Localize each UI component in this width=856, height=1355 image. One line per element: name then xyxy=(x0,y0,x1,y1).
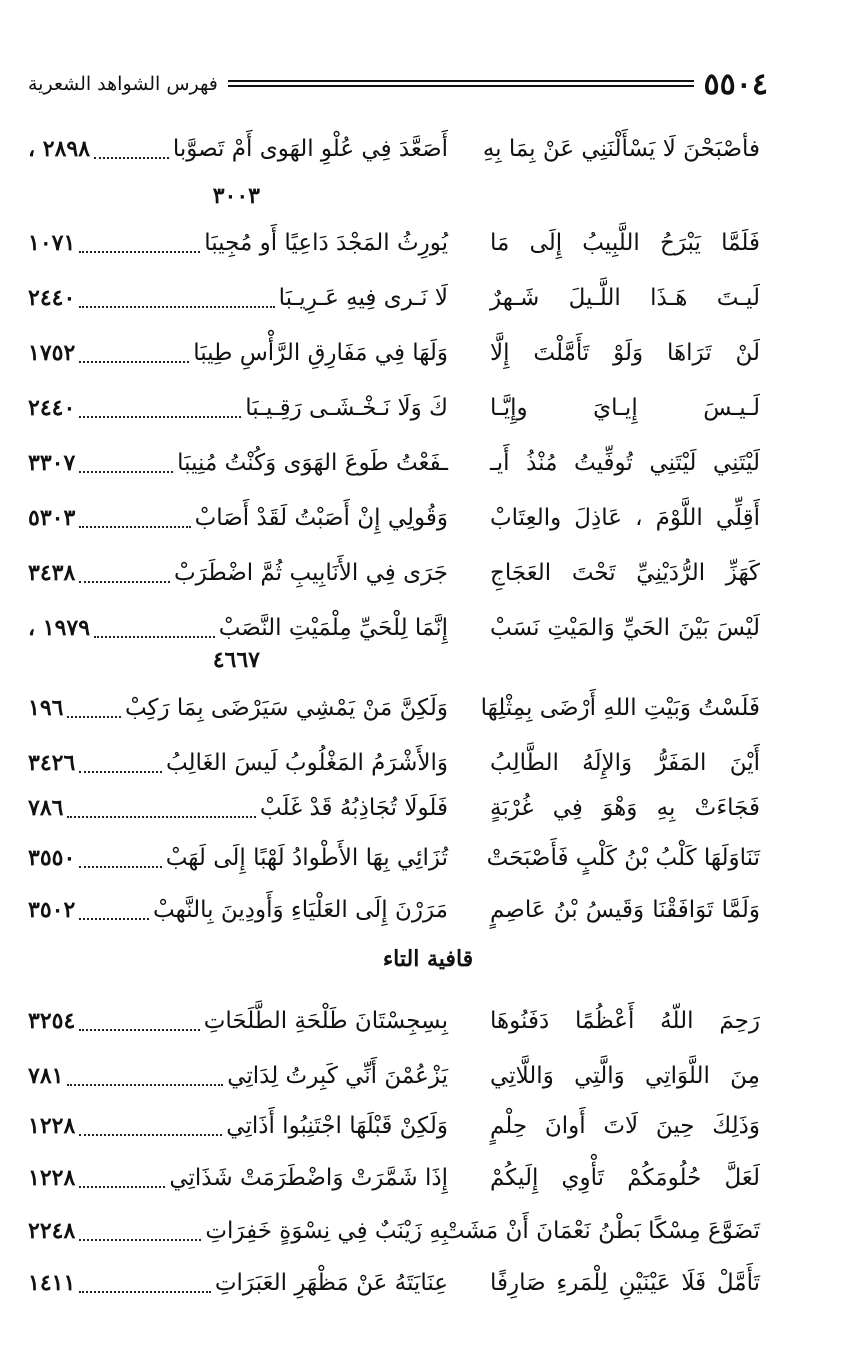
dot-leader xyxy=(79,1186,165,1188)
dot-leader xyxy=(79,581,170,583)
verse-first-half: مِنَ اللَّوَاتِي وَالَّتِي وَاللَّاتِي xyxy=(490,1063,760,1089)
verse-row xyxy=(0,1150,856,1206)
verse-second-half-text: وَقُولِي إِنْ أَصَبْتُ لَقَدْ أَصَابْ xyxy=(194,505,448,531)
verse-second-half xyxy=(28,435,448,491)
verse-row xyxy=(0,1203,856,1259)
verse-row xyxy=(0,1048,856,1104)
verse-second-half-text: وَلَكِنْ قَبْلَهَا اجْتَنِبُوا أَذَاتِي xyxy=(226,1113,448,1139)
verse-second-half xyxy=(28,780,448,836)
verse-second-half xyxy=(28,325,448,381)
verse-reference: ١٩٧٩ ، xyxy=(28,615,91,641)
verse-row xyxy=(0,215,856,271)
verse-second-half xyxy=(28,490,448,546)
verse-second-half-text: أَصَعَّدَ فِي عُلْوِ الهَوى أَمْ تَصوَّبا xyxy=(172,136,448,162)
verse-second-half-text: كَ وَلَا نَـخْـشَـى رَقِـيـبَا xyxy=(245,395,448,421)
verse-first-half: لَنْ تَرَاهَا وَلَوْ تَأَمَّلْتَ إِلَّا xyxy=(490,340,760,366)
header-double-rule xyxy=(228,80,694,88)
verse-first-half: تَضَوَّعَ مِسْكًا بَطْنُ نَعْمَانَ أَنْ مَشَتْ xyxy=(442,1218,760,1244)
verse-second-half-text: تُزَائِي بِهَا الأَطْوادُ لَهْبًا إِلَى لَهَبْ xyxy=(165,845,448,871)
verse-reference: ٣٤٢٦ xyxy=(28,750,76,776)
verse-second-half xyxy=(28,993,448,1049)
verse-first-half: تَأَمَّلْ فَلَا عَيْنَيْنِ لِلْمَرءِ صَارِفًا xyxy=(490,1270,760,1296)
verse-row xyxy=(0,490,856,546)
verse-second-half-text: يَزْعُمْنَ أَنِّي كَبِرتُ لِدَاتِي xyxy=(227,1063,448,1089)
verse-row xyxy=(0,1255,856,1311)
verse-reference: ٣٣٠٧ xyxy=(28,450,76,476)
verse-first-half: وَلَمَّا تَوَافَقْنَا وَقَيسُ بْنُ عَاصِمٍ xyxy=(490,897,760,923)
verse-second-half-text: بِسِجِسْتَانَ طَلْحَةِ الطَّلَحَاتِ xyxy=(203,1008,448,1034)
verse-first-half: كَهَزِّ الرُّدَيْنِيِّ تَحْتَ العَجَاجِ xyxy=(490,560,760,586)
verse-second-half xyxy=(28,882,448,938)
dot-leader xyxy=(79,416,241,418)
verse-reference: ٢٨٩٨ ، xyxy=(28,136,91,162)
verse-second-half-text: بِهِ زَيْنَبٌ فِي نِسْوَةٍ خَفِرَاتِ xyxy=(205,1218,448,1244)
dot-leader xyxy=(79,918,149,920)
dot-leader xyxy=(79,1134,222,1136)
verse-second-half-text: يُورِثُ المَجْدَ دَاعِيًا أَو مُجِيبَا xyxy=(204,230,448,256)
verse-first-half: وَذَلِكَ حِينَ لَاتَ أَوانَ حِلْمٍ xyxy=(490,1113,760,1139)
verse-row xyxy=(0,993,856,1049)
dot-leader xyxy=(67,816,255,818)
dot-leader xyxy=(79,1029,200,1031)
verse-reference: ١٢٢٨ xyxy=(28,1165,76,1191)
page-header xyxy=(28,62,768,106)
verse-reference: ١٠٧١ xyxy=(28,230,76,256)
page-number: ٥٥٠٤ xyxy=(703,66,768,102)
verse-reference: ١٢٢٨ xyxy=(28,1113,76,1139)
verse-reference: ٣٥٠٢ xyxy=(28,897,76,923)
verse-reference: ٢٤٤٠ xyxy=(28,395,76,421)
verse-first-half: رَحِمَ اللّهُ أَعْظُمًا دَفَنُوهَا xyxy=(490,1008,760,1034)
verse-row xyxy=(0,380,856,436)
verse-reference-continued: ٣٠٠٣ xyxy=(212,183,260,209)
verse-second-half-text: لَا نَـرى فِيهِ عَـرِيـبَا xyxy=(278,285,448,311)
dot-leader xyxy=(79,771,162,773)
verse-first-half: لَيْسَ بَيْنَ الحَيِّ وَالمَيْتِ نَسَبْ xyxy=(490,615,760,641)
verse-second-half xyxy=(28,545,448,601)
verse-first-half: لَيْتَنِي لَيْتَنِي تُوفِّيتُ مُنْذُ أَيـ xyxy=(490,450,760,476)
dot-leader xyxy=(79,251,200,253)
dot-leader xyxy=(79,866,161,868)
verse-second-half-text: إِنَّمَا لِلْحَيِّ مِلْمَيْتِ النَّصَبْ xyxy=(218,615,448,641)
verse-row xyxy=(0,780,856,836)
verse-second-half xyxy=(28,1098,448,1154)
dot-leader xyxy=(94,636,215,638)
dot-leader xyxy=(79,306,274,308)
verse-second-half xyxy=(28,270,448,326)
dot-leader xyxy=(79,361,189,363)
verse-second-half-text: وَالأَشْرَمُ المَغْلُوبُ لَيسَ الغَالِبُ xyxy=(165,750,448,776)
verse-second-half-text: جَرَى فِي الأَنَابِيبِ ثُمَّ اضْطَرَبْ xyxy=(173,560,448,586)
verse-row xyxy=(0,270,856,326)
verse-first-half: فَلَمَّا يَبْرَحُ اللَّبِيبُ إِلَى مَا xyxy=(490,230,760,256)
verse-reference: ١٩٦ xyxy=(28,695,64,721)
verse-row xyxy=(0,545,856,601)
verse-reference: ٢٤٤٠ xyxy=(28,285,76,311)
dot-leader xyxy=(79,526,190,528)
dot-leader xyxy=(67,716,121,718)
verse-first-half: أَيْنَ المَفَرُّ وَالإِلَهُ الطَّالِبُ xyxy=(490,750,760,776)
verse-reference: ١٧٥٢ xyxy=(28,340,76,366)
verse-first-half: فَلَسْتُ وَبَيْتِ اللهِ أَرْضَى بِمِثْلِهَا xyxy=(480,695,760,721)
verse-second-half xyxy=(28,1150,448,1206)
verse-second-half xyxy=(28,1048,448,1104)
dot-leader xyxy=(79,471,173,473)
verse-second-half-text: إِذَا شَمَّرَتْ وَاضْطَرَمَتْ شَذَاتِي xyxy=(169,1165,448,1191)
verse-second-half-text: وَلَهَا فِي مَفَارِقِ الرَّأْسِ طِيبَا xyxy=(193,340,448,366)
verse-second-half-text: عِنَايَتَهُ عَنْ مَظْهَرِ العَبَرَاتِ xyxy=(214,1270,448,1296)
verse-first-half: فَجَاءَتْ بِهِ وَهْوَ فِي غُرْبَةٍ xyxy=(490,795,760,821)
verse-row xyxy=(0,325,856,381)
verse-reference: ٣٢٥٤ xyxy=(28,1008,76,1034)
verse-second-half xyxy=(28,121,448,177)
verse-reference: ٢٢٤٨ xyxy=(28,1218,76,1244)
verse-second-half xyxy=(28,215,448,271)
verse-reference: ٧٨١ xyxy=(28,1063,64,1089)
verse-row xyxy=(0,830,856,886)
verse-reference: ٧٨٦ xyxy=(28,795,64,821)
verse-second-half xyxy=(28,1255,448,1311)
dot-leader xyxy=(79,1239,201,1241)
dot-leader xyxy=(79,1291,211,1293)
verse-row xyxy=(0,435,856,491)
header-title: فهرس الشواهد الشعرية xyxy=(28,73,218,95)
verse-row xyxy=(0,121,856,177)
verse-reference: ٣٤٣٨ xyxy=(28,560,76,586)
verse-row xyxy=(0,680,856,736)
verse-first-half: تَنَاوَلَهَا كَلْبُ بْنُ كَلْبٍ فَأَصْبَحَتْ xyxy=(486,845,760,871)
verse-first-half: لَعَلَّ حُلُومَكُمْ تَأْوِي إِلَيكُمْ xyxy=(490,1165,760,1191)
verse-second-half-text: فَلَولَا تُجَاذِبُهُ قَدْ غَلَبْ xyxy=(259,795,448,821)
verse-second-half xyxy=(28,380,448,436)
verse-second-half-text: مَرَرْنَ إِلَى العَلْيَاءِ وَأَودِينَ بِالنَّهبْ xyxy=(153,897,448,923)
verse-row xyxy=(0,1098,856,1154)
verse-first-half: لَـيـسَ إِيـايَ وإِيَّـا xyxy=(490,395,760,421)
verse-reference: ٥٣٠٣ xyxy=(28,505,76,531)
verse-first-half: أَقِلِّي اللَّوْمَ ، عَاذِلَ والعِتَابْ xyxy=(490,505,760,531)
verse-first-half: لَيـتَ هَـذَا اللَّـيلَ شَـهرٌ xyxy=(490,285,760,311)
verse-second-half-text: وَلَكِنَّ مَنْ يَمْشِي سَيَرْضَى بِمَا رَكِبْ xyxy=(124,695,448,721)
verse-second-half-text: ـفَعْتُ طَوعَ الهَوَى وَكُنْتُ مُنِيبَا xyxy=(177,450,448,476)
dot-leader xyxy=(67,1084,223,1086)
verse-reference-continued: ٤٦٦٧ xyxy=(212,647,260,673)
verse-second-half xyxy=(28,680,448,736)
verse-reference: ٣٥٥٠ xyxy=(28,845,76,871)
section-heading: قافية التاء xyxy=(382,946,474,972)
verse-second-half xyxy=(28,830,448,886)
verse-reference: ١٤١١ xyxy=(28,1270,76,1296)
verse-row xyxy=(0,882,856,938)
dot-leader xyxy=(94,157,169,159)
verse-second-half xyxy=(28,1203,448,1259)
verse-first-half: فأصْبَحْنَ لَا يَسْأَلْنَنِي عَنْ بِمَا بِهِ xyxy=(482,136,760,162)
